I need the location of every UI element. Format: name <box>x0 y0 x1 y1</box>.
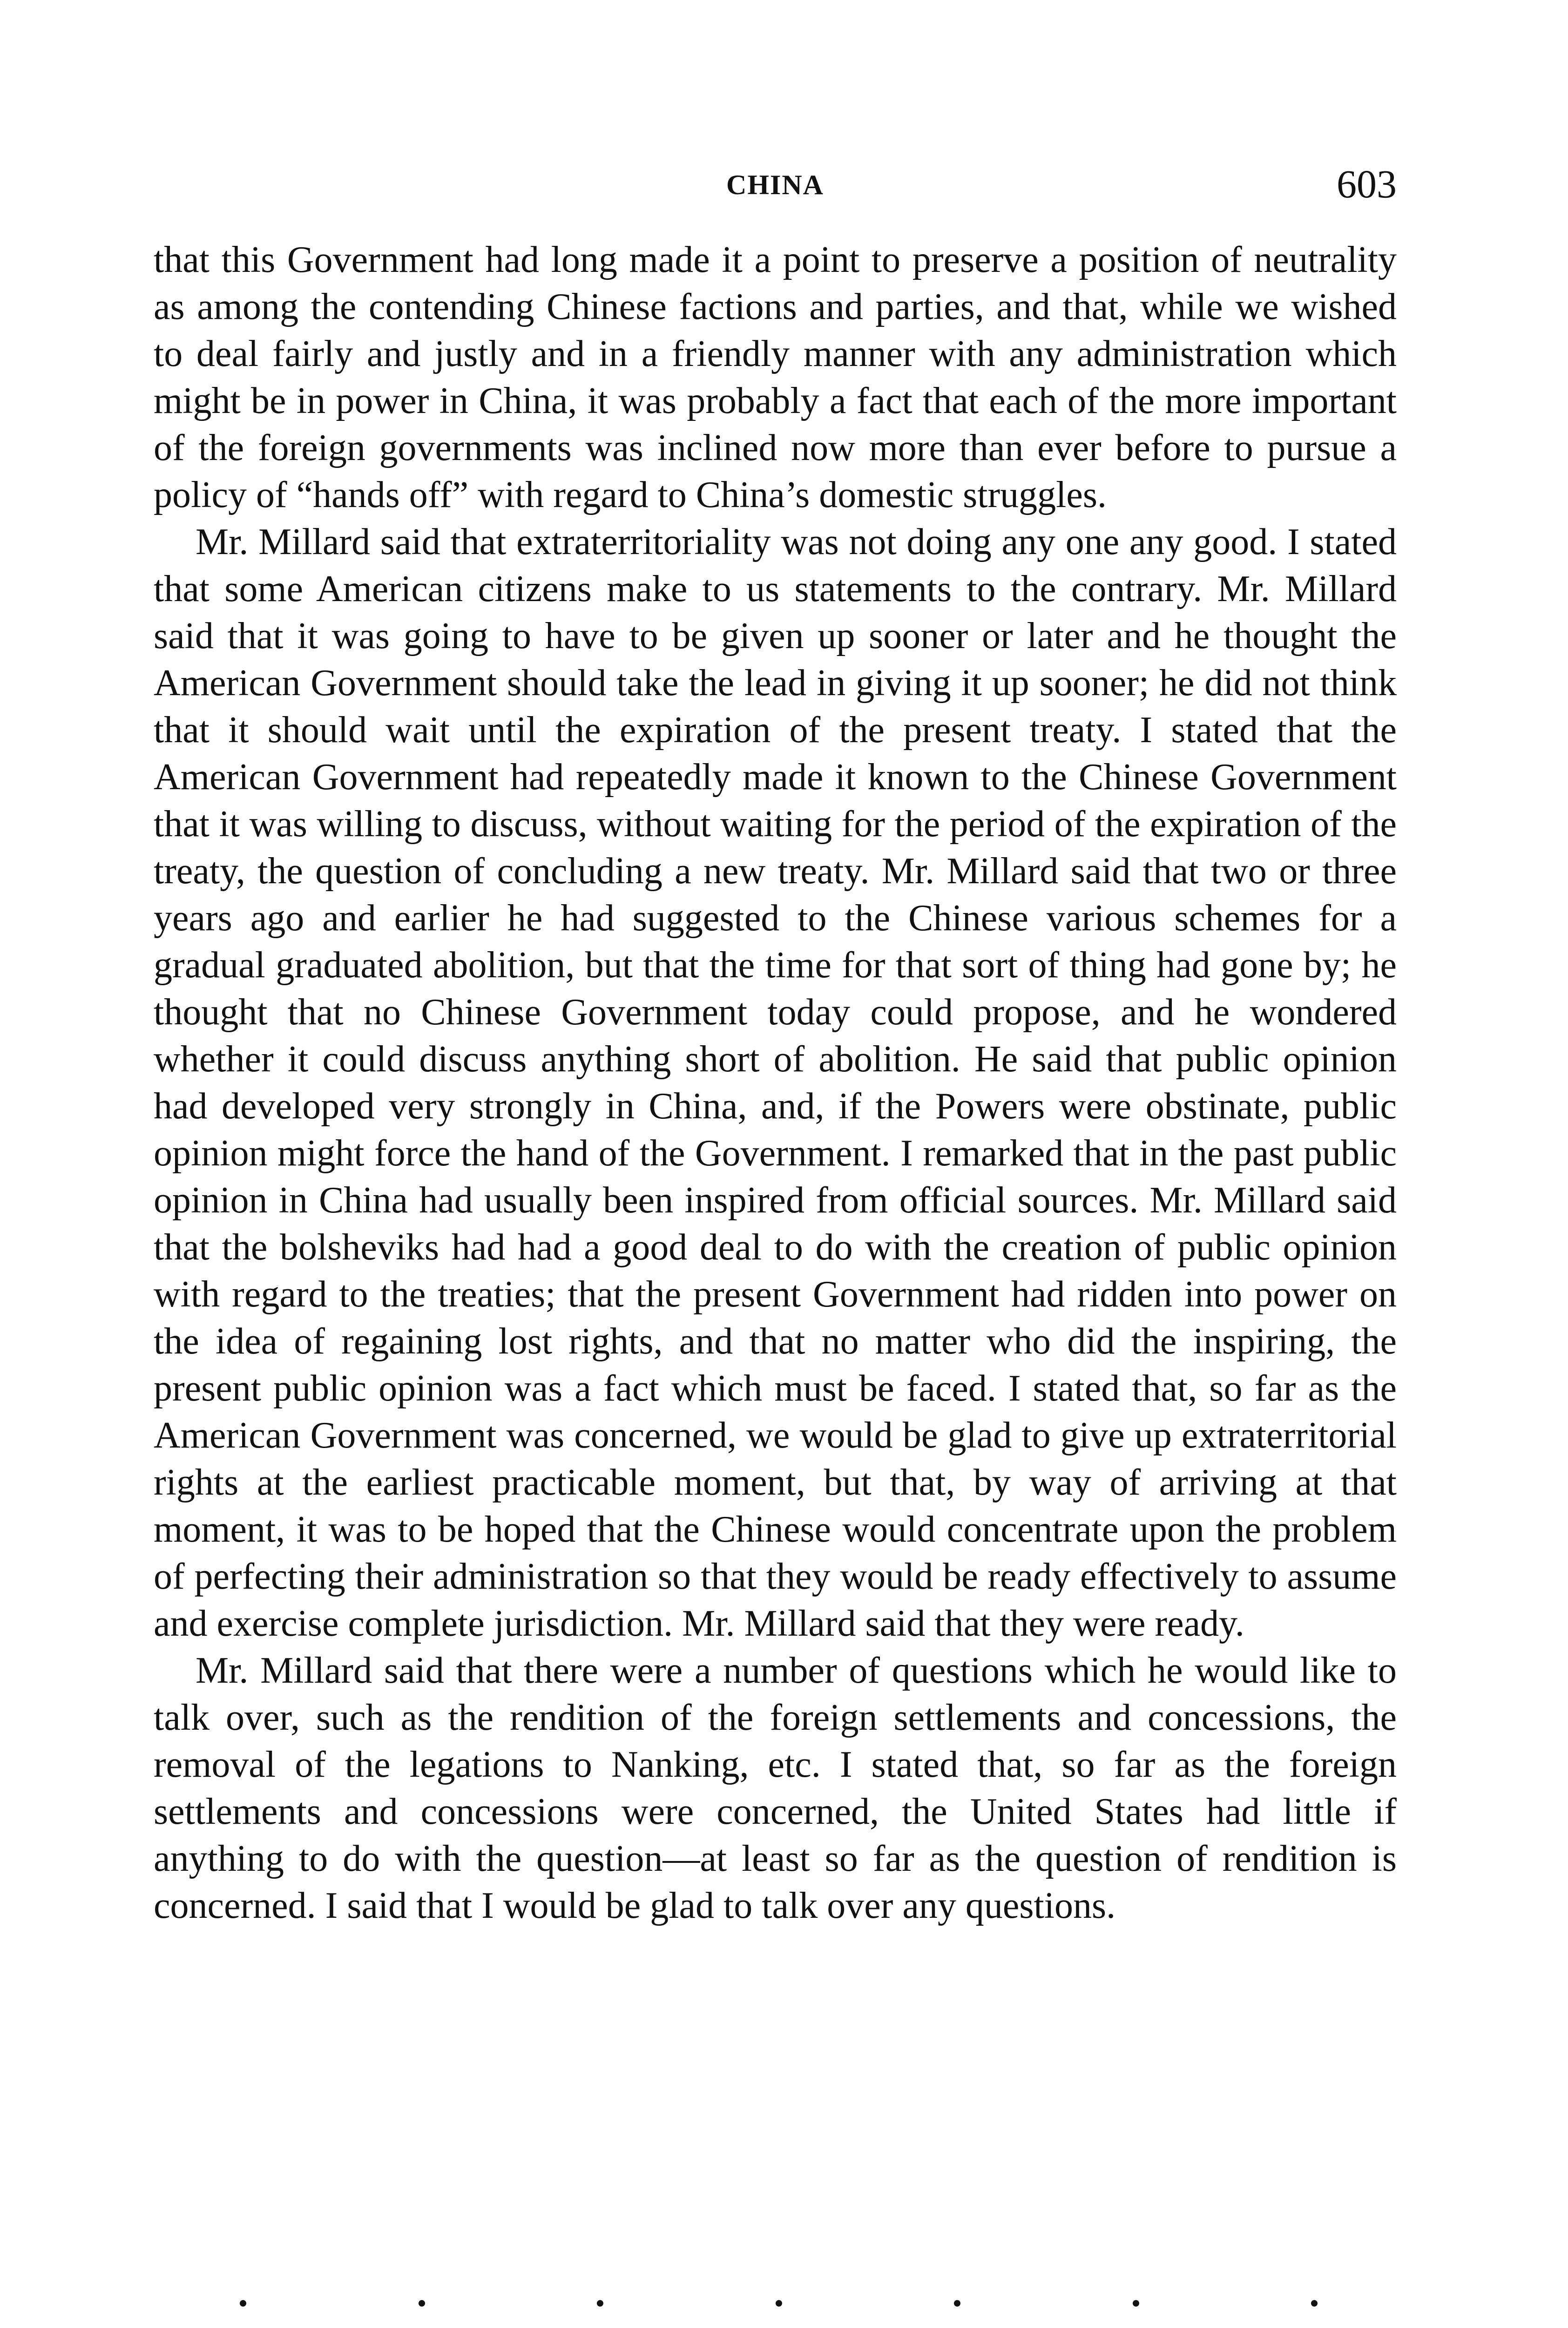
paragraph-extraterritoriality: Mr. Millard said that extraterritoriality was not doing any one any good. I stated that some American citizens make to us statements to the contrary. Mr. Millard said that it was going to have to be given up sooner or later and he thought the American Government should take the lead in giving it up sooner; he did not think that it should wait until the expiration of the present treaty. I stated that the American Government had repeatedly made it known to the Chinese Government that it was willing to discuss, without waiting for the period of the expiration of the treaty, the question of concluding a new treaty. Mr. Millard said that two or three years ago and earlier he had suggested to the Chinese various schemes for a gradual graduated abolition, but that the time for that sort of thing had gone by; he thought that no Chinese Government today could propose, and he wondered whether it could discuss anything short of abolition. He said that public opinion had developed very strongly in China, and, if the Powers were obstinate, public opinion might force the hand of the Government. I remarked that in the past public opinion in China had usually been inspired from official sources. Mr. Millard said that the bolsheviks had had a good deal to do with the creation of public opinion with regard to the treaties; that the present Government had ridden into power on the idea of regaining lost rights, and that no matter who did the inspiring, the present public opinion was a fact which must be faced. I stated that, so far as the American Government was concerned, we would be glad to give up extraterritorial rights at the earliest practicable moment, but that, by way of arriving at that moment, it was to be hoped that the Chinese would concentrate upon the problem of perfecting their administration so that they would be ready effectively to assume and exercise complete jurisdiction. Mr. Millard said that they were ready. <box>154 521 1397 1644</box>
body-text <box>154 237 1397 1929</box>
running-title: CHINA <box>726 169 824 200</box>
dot <box>776 2300 782 2307</box>
dot <box>419 2300 425 2307</box>
dot <box>240 2300 246 2307</box>
dot <box>1311 2300 1318 2307</box>
dot <box>597 2300 603 2307</box>
dot <box>1133 2300 1139 2307</box>
page-number: 603 <box>1337 162 1397 206</box>
paragraph-questions: Mr. Millard said that there were a number of questions which he would like to talk over, such as the rendition of the foreign settlements and concessions, the removal of the legations to Nanking, etc. I stated that, so far as the foreign settlements and concessions were concerned, the United States had little if anything to do with the question—at least so far as the question of rendition is concerned. I said that I would be glad to talk over any questions. <box>154 1650 1397 1926</box>
dot <box>954 2300 960 2307</box>
running-head <box>154 161 1397 212</box>
paragraph-continued: that this Government had long made it a point to preserve a position of neutrality as among the contending Chinese factions and parties, and that, while we wished to deal fairly and justly and in a friendly manner with any administration which might be in power in China, it was probably a fact that each of the more important of the foreign governments was inclined now more than ever before to pursue a policy of “hands off” with regard to China’s domestic struggles. <box>154 239 1397 515</box>
omission-dots <box>154 2300 1397 2307</box>
